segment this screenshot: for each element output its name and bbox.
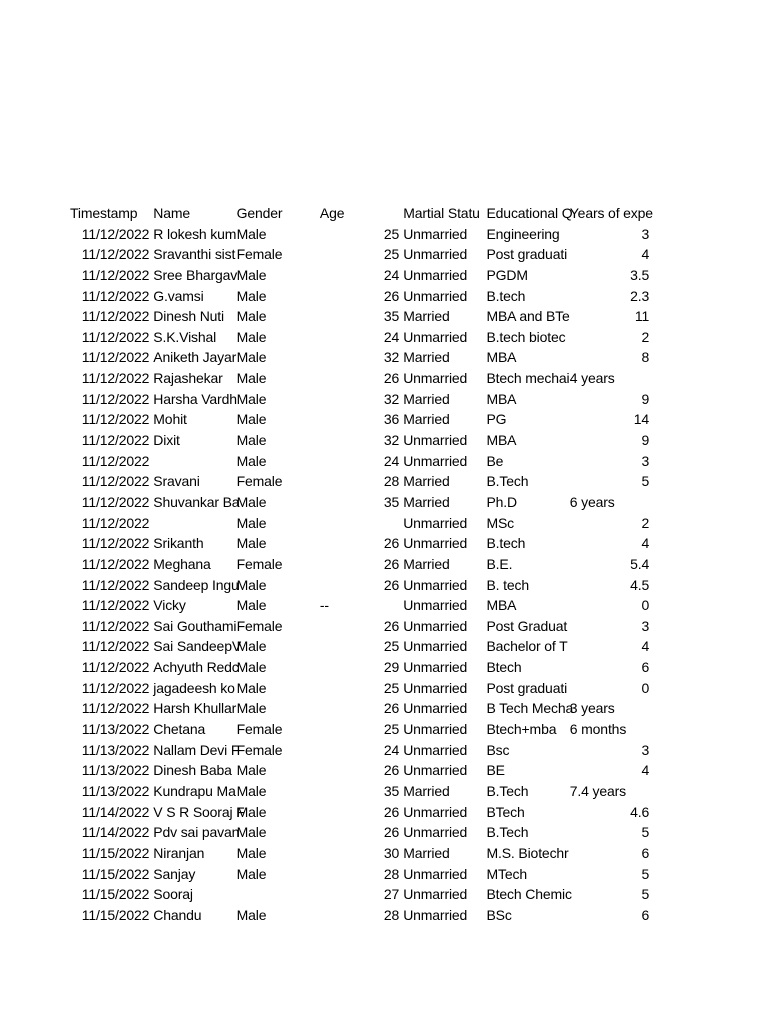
- cell-marital-status: Married: [403, 473, 450, 490]
- cell-timestamp: 11/12/2022: [81, 225, 150, 242]
- cell-name: Sravani: [153, 473, 200, 490]
- cell-experience: 9: [641, 432, 650, 449]
- cell-marital-status: Unmarried: [403, 659, 468, 676]
- table-row: [68, 471, 652, 492]
- cell-name: Srikanth: [153, 535, 204, 552]
- cell-education: B.tech: [486, 535, 526, 552]
- cell-name: S.K.Vishal: [153, 328, 217, 345]
- cell-gender: Male: [236, 370, 267, 387]
- cell-age: 26: [383, 287, 400, 304]
- cell-age: 25: [383, 246, 400, 263]
- cell-name: Sai SandeepV: [153, 638, 242, 655]
- cell-age: 32: [383, 432, 400, 449]
- cell-gender: Male: [236, 700, 267, 717]
- cell-education: Post graduati: [486, 246, 568, 263]
- table-row: [68, 244, 652, 265]
- cell-education: Bsc: [486, 741, 510, 758]
- cell-marital-status: Unmarried: [403, 638, 468, 655]
- cell-experience: 8: [641, 349, 650, 366]
- cell-age: 32: [383, 349, 400, 366]
- table-row: [68, 678, 652, 699]
- cell-age: 35: [383, 493, 400, 510]
- cell-education: B.Tech: [486, 473, 529, 490]
- table-row: [68, 781, 652, 802]
- cell-timestamp: 11/13/2022: [81, 741, 150, 758]
- cell-experience: 7.4 years: [569, 782, 627, 799]
- cell-marital-status: Unmarried: [403, 597, 468, 614]
- cell-age: 24: [383, 452, 400, 469]
- table-row: [68, 657, 652, 678]
- cell-timestamp: 11/12/2022: [81, 308, 150, 325]
- cell-timestamp: 11/12/2022: [81, 370, 150, 387]
- header-education: Educational Q: [486, 205, 573, 221]
- cell-timestamp: 11/14/2022: [81, 803, 150, 820]
- cell-age: 27: [383, 886, 400, 903]
- cell-name: Meghana: [153, 555, 211, 572]
- table-row: [68, 389, 652, 410]
- cell-name: Sooraj: [153, 886, 193, 903]
- cell-marital-status: Married: [403, 390, 450, 407]
- cell-experience: 2: [641, 328, 650, 345]
- cell-gender: Male: [236, 865, 267, 882]
- cell-education: Btech mechai: [486, 370, 570, 387]
- cell-timestamp: 11/12/2022: [81, 328, 150, 345]
- cell-marital-status: Unmarried: [403, 617, 468, 634]
- cell-gender: Female: [236, 555, 283, 572]
- cell-name: Chandu: [153, 906, 202, 923]
- cell-experience: 11: [634, 308, 650, 325]
- cell-timestamp: 11/12/2022: [81, 452, 150, 469]
- table-body: [68, 224, 652, 926]
- cell-age: 24: [383, 741, 400, 758]
- cell-marital-status: Unmarried: [403, 721, 468, 738]
- cell-timestamp: 11/15/2022: [81, 865, 150, 882]
- table-row: [68, 575, 652, 596]
- cell-timestamp: 11/12/2022: [81, 390, 150, 407]
- cell-marital-status: Unmarried: [403, 535, 468, 552]
- cell-name: Sravanthi sist: [153, 246, 236, 263]
- cell-experience: 6 years: [569, 493, 615, 510]
- cell-experience: 4: [641, 762, 650, 779]
- cell-experience: 6: [641, 844, 650, 861]
- cell-gender: Male: [236, 452, 267, 469]
- cell-gender: Male: [236, 638, 267, 655]
- cell-gender: Male: [236, 390, 267, 407]
- cell-timestamp: 11/12/2022: [81, 535, 150, 552]
- cell-name: Aniketh Jayar: [153, 349, 237, 366]
- cell-timestamp: 11/15/2022: [81, 844, 150, 861]
- cell-timestamp: 11/12/2022: [81, 411, 150, 428]
- cell-experience: 4: [641, 246, 650, 263]
- table-row: [68, 533, 652, 554]
- cell-name: [151, 513, 234, 534]
- cell-gender: Male: [236, 659, 267, 676]
- cell-name: G.vamsi: [153, 287, 204, 304]
- cell-marital-status: Unmarried: [403, 803, 468, 820]
- cell-experience: 3.5: [630, 266, 650, 283]
- cell-name: Sandeep Ingu: [153, 576, 239, 593]
- cell-education: B.E.: [486, 555, 513, 572]
- cell-education: B.tech: [486, 287, 526, 304]
- cell-name: Pdv sai pavan: [153, 824, 240, 841]
- cell-marital-status: Married: [403, 349, 450, 366]
- cell-age: 26: [383, 617, 400, 634]
- header-name: Name: [153, 205, 191, 221]
- cell-gender: [235, 884, 318, 905]
- cell-experience: 0: [641, 679, 650, 696]
- cell-name: Achyuth Redc: [153, 659, 239, 676]
- cell-experience: 0: [641, 597, 650, 614]
- cell-age: 32: [383, 390, 400, 407]
- cell-marital-status: Married: [403, 493, 450, 510]
- cell-education: Ph.D: [486, 493, 518, 510]
- header-experience: Years of expe: [569, 205, 653, 221]
- cell-age: 25: [383, 225, 400, 242]
- cell-name: jagadeesh ko: [153, 679, 235, 696]
- cell-timestamp: 11/12/2022: [81, 597, 150, 614]
- cell-age: [318, 513, 401, 534]
- table-row: [68, 306, 652, 327]
- cell-gender: Male: [236, 803, 267, 820]
- table-row: [68, 802, 652, 823]
- cell-experience: 3: [641, 225, 650, 242]
- cell-experience: 2.3: [630, 287, 650, 304]
- table-row: [68, 822, 652, 843]
- cell-gender: Male: [236, 576, 267, 593]
- cell-gender: Male: [236, 308, 267, 325]
- cell-education: MBA and BTe: [486, 308, 570, 325]
- cell-marital-status: Unmarried: [403, 225, 468, 242]
- cell-timestamp: 11/12/2022: [81, 617, 150, 634]
- cell-age: 26: [383, 535, 400, 552]
- cell-age: 36: [383, 411, 400, 428]
- cell-gender: Male: [236, 782, 267, 799]
- cell-education: Btech Chemic: [486, 886, 572, 903]
- cell-marital-status: Unmarried: [403, 370, 468, 387]
- cell-gender: Male: [236, 762, 267, 779]
- cell-name: Mohit: [153, 411, 187, 428]
- cell-timestamp: 11/13/2022: [81, 721, 150, 738]
- header-timestamp: Timestamp: [70, 205, 138, 221]
- table-row: [68, 719, 652, 740]
- cell-education: PG: [486, 411, 507, 428]
- cell-gender: Male: [236, 844, 267, 861]
- cell-education: MBA: [486, 349, 517, 366]
- cell-age: 26: [383, 555, 400, 572]
- table-row: [68, 347, 652, 368]
- cell-name: Harsh Khullar: [153, 700, 237, 717]
- cell-timestamp: 11/13/2022: [81, 762, 150, 779]
- cell-marital-status: Unmarried: [403, 824, 468, 841]
- cell-gender: Male: [236, 906, 267, 923]
- cell-name: Sree Bhargav: [153, 266, 238, 283]
- cell-experience: 6: [641, 659, 650, 676]
- cell-age: 26: [383, 700, 400, 717]
- cell-marital-status: Unmarried: [403, 514, 468, 531]
- cell-education: B Tech Mecha: [486, 700, 574, 717]
- cell-age: 25: [383, 638, 400, 655]
- cell-marital-status: Unmarried: [403, 741, 468, 758]
- cell-gender: Male: [236, 535, 267, 552]
- cell-timestamp: 11/12/2022: [81, 266, 150, 283]
- cell-gender: Female: [236, 617, 283, 634]
- cell-name: Dinesh Nuti: [153, 308, 225, 325]
- cell-timestamp: 11/12/2022: [81, 700, 150, 717]
- cell-name: Sanjay: [153, 865, 196, 882]
- cell-timestamp: 11/12/2022: [81, 555, 150, 572]
- cell-gender: Female: [236, 246, 283, 263]
- cell-name: Nallam Devi F: [153, 741, 240, 758]
- cell-age: 26: [383, 803, 400, 820]
- cell-name: Chetana: [153, 721, 206, 738]
- table-row: [68, 430, 652, 451]
- cell-education: Bachelor of T: [486, 638, 568, 655]
- cell-gender: Male: [236, 597, 267, 614]
- table-row: [68, 409, 652, 430]
- cell-marital-status: Unmarried: [403, 452, 468, 469]
- table-row: [68, 636, 652, 657]
- cell-education: M.S. Biotechr: [486, 844, 569, 861]
- cell-experience: 4.6: [630, 803, 650, 820]
- cell-education: BTech: [486, 803, 525, 820]
- cell-marital-status: Unmarried: [403, 886, 468, 903]
- cell-education: Post graduati: [486, 679, 568, 696]
- cell-age: 26: [383, 576, 400, 593]
- cell-gender: Male: [236, 349, 267, 366]
- cell-marital-status: Unmarried: [403, 700, 468, 717]
- cell-gender: Female: [236, 721, 283, 738]
- cell-education: BE: [486, 762, 505, 779]
- cell-education: Engineering: [486, 225, 560, 242]
- cell-marital-status: Unmarried: [403, 328, 468, 345]
- cell-education: MSc: [486, 514, 515, 531]
- cell-experience: 5.4: [630, 555, 650, 572]
- cell-timestamp: 11/13/2022: [81, 782, 150, 799]
- cell-education: B.Tech: [486, 782, 529, 799]
- cell-experience: 5: [641, 824, 650, 841]
- cell-education: Btech+mba: [486, 721, 557, 738]
- cell-timestamp: 11/12/2022: [81, 679, 150, 696]
- cell-marital-status: Married: [403, 555, 450, 572]
- cell-name: Dixit: [153, 432, 180, 449]
- cell-marital-status: Unmarried: [403, 287, 468, 304]
- cell-marital-status: Married: [403, 411, 450, 428]
- cell-education: PGDM: [486, 266, 528, 283]
- cell-gender: Male: [236, 432, 267, 449]
- cell-gender: Male: [236, 225, 267, 242]
- cell-experience: 3: [641, 741, 650, 758]
- table-row: [68, 884, 652, 905]
- cell-education: Post Graduat: [486, 617, 568, 634]
- cell-education: MTech: [486, 865, 527, 882]
- cell-age: 28: [383, 906, 400, 923]
- cell-gender: Male: [236, 287, 267, 304]
- cell-marital-status: Married: [403, 844, 450, 861]
- cell-age: 28: [383, 473, 400, 490]
- cell-age: 26: [383, 370, 400, 387]
- cell-age: 26: [383, 762, 400, 779]
- cell-gender: Male: [236, 328, 267, 345]
- survey-table: [68, 203, 652, 925]
- cell-experience: 5: [641, 865, 650, 882]
- cell-education: B.tech biotec: [486, 328, 566, 345]
- table-row: [68, 286, 652, 307]
- cell-marital-status: Unmarried: [403, 679, 468, 696]
- cell-name: [151, 451, 234, 472]
- table-row: [68, 554, 652, 575]
- cell-marital-status: Unmarried: [403, 246, 468, 263]
- header-marital-status: Martial Statu: [403, 205, 480, 221]
- cell-education: MBA: [486, 432, 517, 449]
- cell-name: Dinesh Baba: [153, 762, 232, 779]
- table-row: [68, 843, 652, 864]
- cell-marital-status: Married: [403, 782, 450, 799]
- cell-gender: Female: [236, 473, 283, 490]
- table-row: [68, 698, 652, 719]
- cell-experience: 4: [641, 638, 650, 655]
- cell-name: Kundrapu Ma: [153, 782, 236, 799]
- cell-timestamp: 11/12/2022: [81, 493, 150, 510]
- cell-experience: 6 months: [569, 721, 627, 738]
- table-row: [68, 327, 652, 348]
- header-age: Age: [319, 205, 345, 221]
- cell-experience: 3: [641, 452, 650, 469]
- cell-marital-status: Unmarried: [403, 576, 468, 593]
- cell-timestamp: 11/12/2022: [81, 659, 150, 676]
- cell-timestamp: 11/14/2022: [81, 824, 150, 841]
- cell-timestamp: 11/12/2022: [81, 473, 150, 490]
- cell-experience: 2: [641, 514, 650, 531]
- cell-name: Shuvankar Ba: [153, 493, 240, 510]
- table-row: [68, 451, 652, 472]
- table-row: [68, 513, 652, 534]
- cell-gender: Female: [236, 741, 283, 758]
- table-row: [68, 905, 652, 926]
- cell-experience: 14: [633, 411, 650, 428]
- cell-name: Rajashekar: [153, 370, 223, 387]
- cell-name: Harsha Vardh: [153, 390, 237, 407]
- cell-age: 24: [383, 328, 400, 345]
- cell-gender: Male: [236, 514, 267, 531]
- header-row: [68, 203, 652, 224]
- cell-timestamp: 11/12/2022: [81, 638, 150, 655]
- table-row: [68, 224, 652, 245]
- cell-experience: 4 years: [569, 370, 615, 387]
- table-row: [68, 595, 652, 616]
- cell-timestamp: 11/15/2022: [81, 886, 150, 903]
- cell-age: 35: [383, 308, 400, 325]
- cell-timestamp: 11/12/2022: [81, 287, 150, 304]
- cell-gender: Male: [236, 493, 267, 510]
- cell-experience: 6: [641, 906, 650, 923]
- cell-name: V S R Sooraj F: [153, 803, 245, 820]
- cell-experience: 5: [641, 473, 650, 490]
- cell-marital-status: Unmarried: [403, 906, 468, 923]
- table-row: [68, 760, 652, 781]
- cell-education: B. tech: [486, 576, 530, 593]
- cell-marital-status: Unmarried: [403, 762, 468, 779]
- cell-name: Vicky: [153, 597, 186, 614]
- table-row: [68, 740, 652, 761]
- cell-age: 26: [383, 824, 400, 841]
- cell-experience: 3 years: [569, 700, 615, 717]
- cell-education: B.Tech: [486, 824, 529, 841]
- cell-age: 35: [383, 782, 400, 799]
- cell-experience: 9: [641, 390, 650, 407]
- cell-education: Btech: [486, 659, 522, 676]
- cell-education: MBA: [486, 390, 517, 407]
- header-gender: Gender: [236, 205, 283, 221]
- cell-experience: 4: [641, 535, 650, 552]
- table-row: [68, 492, 652, 513]
- cell-timestamp: 11/12/2022: [81, 246, 150, 263]
- cell-age: 30: [383, 844, 400, 861]
- cell-experience: 5: [641, 886, 650, 903]
- table-row: [68, 616, 652, 637]
- cell-name: Sai Gouthami: [153, 617, 237, 634]
- cell-age: 25: [383, 721, 400, 738]
- cell-gender: Male: [236, 824, 267, 841]
- cell-education: BSc: [486, 906, 512, 923]
- cell-timestamp: 11/12/2022: [81, 432, 150, 449]
- cell-timestamp: 11/15/2022: [81, 906, 150, 923]
- table-row: [68, 368, 652, 389]
- cell-gender: Male: [236, 679, 267, 696]
- cell-experience: 4.5: [630, 576, 650, 593]
- cell-name: Niranjan: [153, 844, 205, 861]
- cell-timestamp: 11/12/2022: [81, 349, 150, 366]
- cell-marital-status: Unmarried: [403, 266, 468, 283]
- cell-age: 28: [383, 865, 400, 882]
- cell-marital-status: Married: [403, 308, 450, 325]
- cell-gender: Male: [236, 411, 267, 428]
- cell-age: 29: [383, 659, 400, 676]
- cell-experience: 3: [641, 617, 650, 634]
- cell-marital-status: Unmarried: [403, 432, 468, 449]
- cell-gender: Male: [236, 266, 267, 283]
- cell-age: 24: [383, 266, 400, 283]
- cell-age: 25: [383, 679, 400, 696]
- cell-age: --: [319, 597, 329, 614]
- table-row: [68, 265, 652, 286]
- cell-marital-status: Unmarried: [403, 865, 468, 882]
- cell-education: Be: [486, 452, 504, 469]
- table-row: [68, 864, 652, 885]
- cell-timestamp: 11/12/2022: [81, 514, 150, 531]
- cell-education: MBA: [486, 597, 517, 614]
- cell-name: R lokesh kum: [153, 225, 237, 242]
- cell-timestamp: 11/12/2022: [81, 576, 150, 593]
